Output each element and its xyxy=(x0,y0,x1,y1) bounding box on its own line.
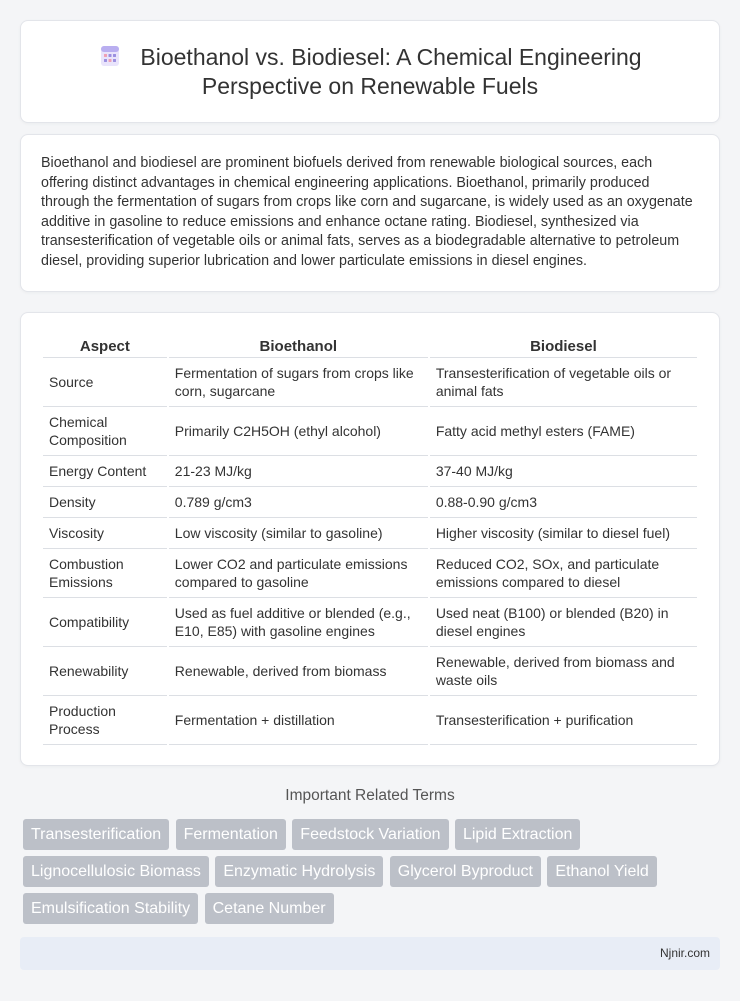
footer-brand[interactable]: Njnir.com xyxy=(659,946,710,960)
row-aspect: Compatibility xyxy=(43,598,167,647)
table-row xyxy=(43,598,697,647)
table-row xyxy=(43,487,697,518)
row-aspect: Combustion Emissions xyxy=(43,549,167,598)
term-tag[interactable]: Transesterification xyxy=(23,819,169,850)
row-biodiesel: Higher viscosity (similar to diesel fuel) xyxy=(430,518,697,549)
row-aspect: Chemical Composition xyxy=(43,407,167,456)
term-tag[interactable]: Emulsification Stability xyxy=(23,893,198,924)
term-tag[interactable]: Lignocellulosic Biomass xyxy=(23,856,209,887)
row-aspect: Density xyxy=(43,487,167,518)
table-row xyxy=(43,407,697,456)
term-tag[interactable]: Enzymatic Hydrolysis xyxy=(215,856,383,887)
row-biodiesel: Reduced CO2, SOx, and particulate emissions compared to diesel xyxy=(430,549,697,598)
term-tag[interactable]: Feedstock Variation xyxy=(292,819,448,850)
related-terms xyxy=(23,819,723,930)
table-header-row xyxy=(43,335,697,358)
header-aspect: Aspect xyxy=(43,335,167,358)
intro-card xyxy=(20,134,720,292)
title-line-1: Bioethanol vs. Biodiesel: A Chemical Engineering xyxy=(140,44,642,70)
row-aspect: Production Process xyxy=(43,696,167,745)
term-row xyxy=(23,893,723,930)
table-row xyxy=(43,518,697,549)
row-bioethanol: Used as fuel additive or blended (e.g., E10, E85) with gasoline engines xyxy=(169,598,428,647)
table-row xyxy=(43,358,697,407)
row-aspect: Source xyxy=(43,358,167,407)
term-row xyxy=(23,856,723,893)
term-tag[interactable]: Lipid Extraction xyxy=(455,819,580,850)
table-row xyxy=(43,647,697,696)
intro-paragraph: Bioethanol and biodiesel are prominent biofuels derived from renewable biological sources, each offering distinct advantages in chemical engineering applications. Bioethanol, primarily produced through the fermentation of sugars from crops like corn and sugarcane, is widely used as an oxygenate additive in gasoline to reduce emissions and enhance octane rating. Biodiesel, synthesized via transesterification of vegetable oils or animal fats, serves as a biodegradable alternative to petroleum diesel, providing superior lubrication and lower particulate emissions in diesel engines. xyxy=(41,155,693,269)
row-bioethanol: 0.789 g/cm3 xyxy=(169,487,428,518)
row-bioethanol: Fermentation of sugars from crops like corn, sugarcane xyxy=(169,358,428,407)
row-bioethanol: 21-23 MJ/kg xyxy=(169,456,428,487)
header-bioethanol: Bioethanol xyxy=(169,335,428,358)
document-icon xyxy=(98,44,122,68)
row-biodiesel: 37-40 MJ/kg xyxy=(430,456,697,487)
row-bioethanol: Primarily C2H5OH (ethyl alcohol) xyxy=(169,407,428,456)
row-biodiesel: 0.88-0.90 g/cm3 xyxy=(430,487,697,518)
header-biodiesel: Biodiesel xyxy=(430,335,697,358)
table-row xyxy=(43,549,697,598)
row-biodiesel: Transesterification of vegetable oils or animal fats xyxy=(430,358,697,407)
row-bioethanol: Renewable, derived from biomass xyxy=(169,647,428,696)
term-tag[interactable]: Glycerol Byproduct xyxy=(390,856,541,887)
term-tag[interactable]: Cetane Number xyxy=(205,893,334,924)
comparison-table xyxy=(41,335,699,745)
table-row xyxy=(43,696,697,745)
page-title xyxy=(21,43,719,101)
title-card xyxy=(20,20,720,123)
related-terms-heading: Important Related Terms xyxy=(285,787,455,804)
row-biodiesel: Fatty acid methyl esters (FAME) xyxy=(430,407,697,456)
row-bioethanol: Fermentation + distillation xyxy=(169,696,428,745)
row-aspect: Viscosity xyxy=(43,518,167,549)
table-row xyxy=(43,456,697,487)
footer xyxy=(20,937,720,970)
term-row xyxy=(23,819,723,856)
row-biodiesel: Transesterification + purification xyxy=(430,696,697,745)
comparison-card xyxy=(20,312,720,766)
row-aspect: Renewability xyxy=(43,647,167,696)
term-tag[interactable]: Fermentation xyxy=(176,819,286,850)
row-bioethanol: Low viscosity (similar to gasoline) xyxy=(169,518,428,549)
row-biodiesel: Used neat (B100) or blended (B20) in diesel engines xyxy=(430,598,697,647)
row-biodiesel: Renewable, derived from biomass and waste oils xyxy=(430,647,697,696)
term-tag[interactable]: Ethanol Yield xyxy=(547,856,656,887)
row-aspect: Energy Content xyxy=(43,456,167,487)
title-line-2: Perspective on Renewable Fuels xyxy=(201,73,539,99)
row-bioethanol: Lower CO2 and particulate emissions compared to gasoline xyxy=(169,549,428,598)
